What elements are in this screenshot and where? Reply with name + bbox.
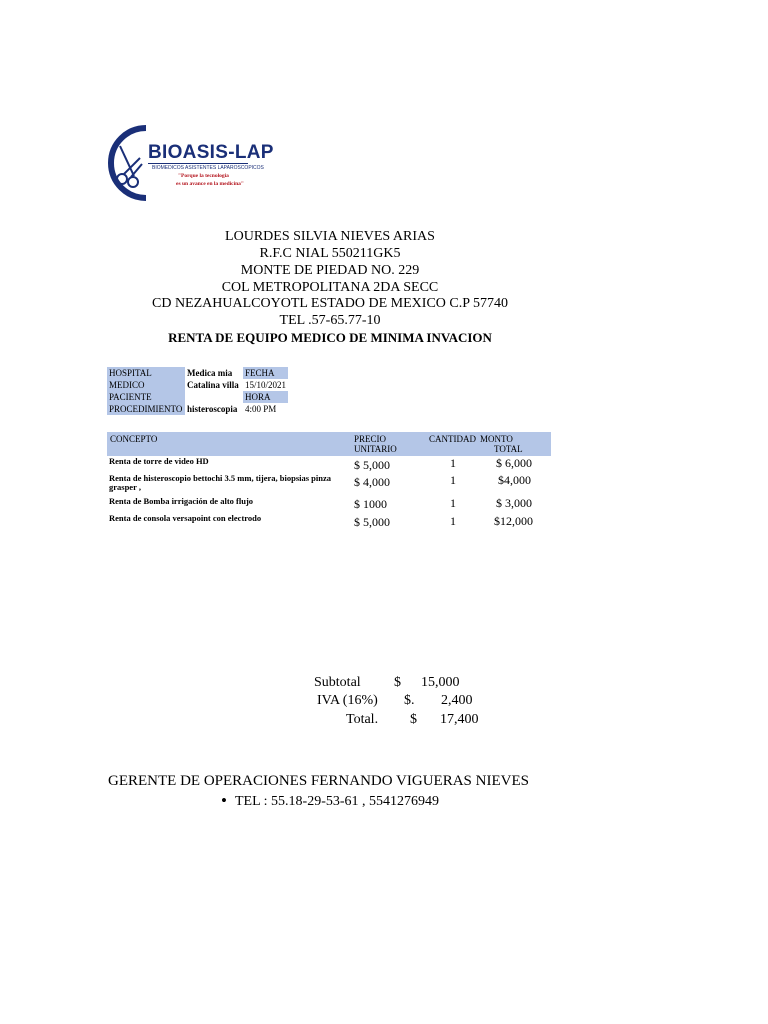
logo-title: BIOASIS-LAP bbox=[148, 142, 274, 163]
procedimiento-value: histeroscopia bbox=[187, 404, 238, 414]
row-4-concepto: Renta de consola versapoint con electrodo bbox=[109, 513, 262, 523]
row-1-concepto: Renta de torre de video HD bbox=[109, 456, 209, 466]
row-1-precio: $ 5,000 bbox=[354, 458, 390, 472]
iva-value: 2,400 bbox=[441, 693, 473, 708]
paciente-label: PACIENTE bbox=[107, 391, 185, 403]
subtotal-currency: $ bbox=[394, 675, 401, 690]
total-value: 17,400 bbox=[440, 712, 479, 727]
company-rfc: R.F.C NIAL 550211GK5 bbox=[259, 246, 401, 261]
hospital-value: Medica mia bbox=[187, 368, 233, 378]
document-title: RENTA DE EQUIPO MEDICO DE MINIMA INVACION bbox=[168, 330, 492, 345]
total-currency: $ bbox=[410, 712, 417, 727]
row-2-monto: $4,000 bbox=[498, 473, 531, 487]
subtotal-label: Subtotal bbox=[314, 675, 361, 690]
hora-label: HORA bbox=[243, 391, 288, 403]
company-city: CD NEZAHUALCOYOTL ESTADO DE MEXICO C.P 57740 bbox=[152, 296, 508, 311]
hora-value: 4:00 PM bbox=[245, 404, 277, 414]
medico-label: MEDICO bbox=[107, 379, 185, 391]
total-label: Total. bbox=[346, 712, 379, 727]
header-concepto: CONCEPTO bbox=[110, 434, 158, 444]
logo-slogan-line2: es un avance en la medicina" bbox=[176, 181, 244, 187]
row-2-concepto: Renta de histeroscopio bettochi 3.5 mm, tijera, biopsias pinza grasper , bbox=[109, 473, 332, 492]
row-3-monto: $ 3,000 bbox=[496, 496, 532, 510]
paciente-value bbox=[185, 391, 243, 403]
company-colony: COL METROPOLITANA 2DA SECC bbox=[221, 280, 439, 295]
logo-slogan-line1: "Porque la tecnologia bbox=[178, 173, 229, 179]
iva-label: IVA (16%) bbox=[317, 693, 378, 708]
header-cantidad: CANTIDAD bbox=[429, 434, 476, 444]
row-4-monto: $12,000 bbox=[494, 514, 533, 528]
fecha-label: FECHA bbox=[243, 367, 288, 379]
manager-phone: TEL : 55.18-29-53-61 , 5541276949 bbox=[235, 794, 440, 809]
fecha-value: 15/10/2021 bbox=[245, 380, 287, 390]
row-2-cantidad: 1 bbox=[450, 473, 456, 487]
procedimiento-label: PROCEDIMIENTO bbox=[107, 403, 185, 415]
medico-value: Catalina villa bbox=[187, 380, 239, 390]
row-4-cantidad: 1 bbox=[450, 514, 456, 528]
bullet-icon: • bbox=[221, 791, 227, 810]
company-phone: TEL .57-65.77-10 bbox=[279, 313, 381, 328]
row-1-cantidad: 1 bbox=[450, 456, 456, 470]
row-3-cantidad: 1 bbox=[450, 496, 456, 510]
row-1-monto: $ 6,000 bbox=[496, 456, 532, 470]
hospital-label: HOSPITAL bbox=[107, 367, 185, 379]
header-precio-line1: PRECIO bbox=[354, 434, 387, 444]
logo-subtitle: BIOMEDICOS ASISTENTES LAPAROSCOPICOS bbox=[152, 165, 264, 171]
row-4-precio: $ 5,000 bbox=[354, 515, 390, 529]
manager-name: GERENTE DE OPERACIONES FERNANDO VIGUERAS NIEVES bbox=[108, 773, 529, 789]
header-monto-line2: TOTAL bbox=[494, 444, 523, 454]
logo-emblem-icon bbox=[106, 124, 166, 204]
company-street: MONTE DE PIEDAD NO. 229 bbox=[240, 263, 420, 278]
iva-currency: $. bbox=[404, 693, 415, 708]
company-owner-name: LOURDES SILVIA NIEVES ARIAS bbox=[225, 229, 435, 244]
patient-info-table bbox=[107, 367, 288, 417]
row-3-precio: $ 1000 bbox=[354, 497, 387, 511]
company-logo bbox=[106, 124, 286, 204]
subtotal-value: 15,000 bbox=[421, 675, 460, 690]
row-2-precio: $ 4,000 bbox=[354, 475, 390, 489]
header-precio-line2: UNITARIO bbox=[354, 444, 397, 454]
row-3-concepto: Renta de Bomba irrigación de alto flujo bbox=[109, 496, 254, 506]
header-monto-line1: MONTO bbox=[480, 434, 513, 444]
